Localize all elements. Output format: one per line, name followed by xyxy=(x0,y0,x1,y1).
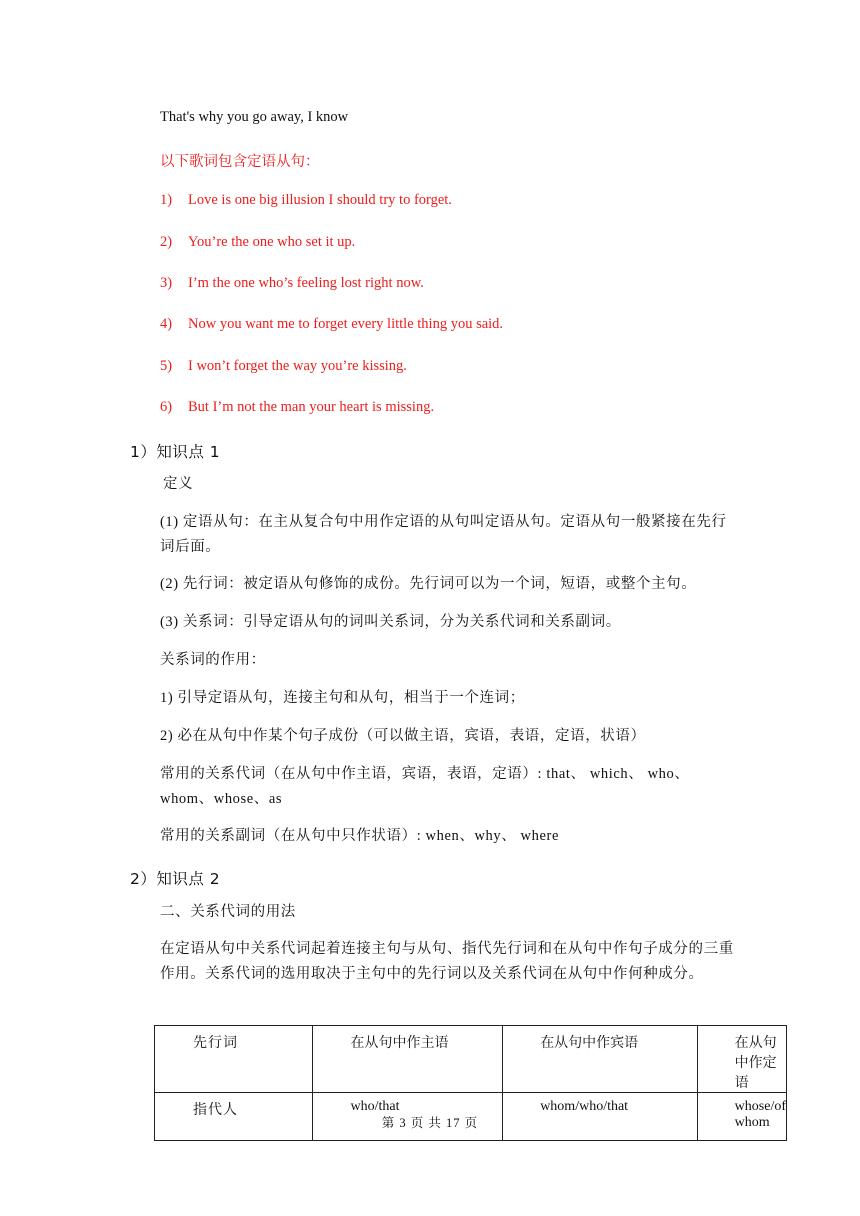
table-cell: whose/of whom xyxy=(697,1093,786,1141)
lyric-text: You’re the one who set it up. xyxy=(188,234,356,250)
lyric-number: 2) xyxy=(160,234,173,250)
lyric-number: 5) xyxy=(160,358,173,374)
relative-adverbs: 常用的关系副词（在从句中只作状语）: when、why、 where xyxy=(160,828,559,844)
lyric-item xyxy=(160,399,434,416)
table-header-cell: 在从句中作定语 xyxy=(697,1026,786,1093)
section1-heading: 1）知识点 1 xyxy=(130,443,221,461)
relative-pronouns: 常用的关系代词（在从句中作主语，宾语，表语，定语）: that、 which、 who、whom、whose、as xyxy=(160,766,690,807)
table-cell: who/that xyxy=(313,1093,503,1141)
lyric-text: I won’t forget the way you’re kissing. xyxy=(188,358,407,374)
lyric-item xyxy=(160,275,424,292)
lyric-item xyxy=(160,234,355,251)
section2-subtitle: 二、关系代词的用法 xyxy=(160,904,296,920)
lyric-text: But I’m not the man your heart is missing. xyxy=(188,399,435,415)
lyric-text: Love is one big illusion I should try to forget. xyxy=(188,192,452,208)
definition-title: 定义 xyxy=(163,476,194,492)
table-cell: 指代人 xyxy=(155,1093,313,1141)
section2-heading: 2）知识点 2 xyxy=(130,870,221,888)
lyric-item xyxy=(160,192,452,209)
lyric-number: 1) xyxy=(160,192,173,208)
table-header-cell: 在从句中作宾语 xyxy=(503,1026,697,1093)
lyric-item xyxy=(160,316,503,333)
lyric-text: Now you want me to forget every little thing you said. xyxy=(188,316,504,332)
definition-item-2: (2) 先行词：被定语从句修饰的成份。先行词可以为一个词，短语，或整个主句。 xyxy=(160,576,697,592)
role-item-2: 2) 必在从句中作某个句子成份（可以做主语，宾语，表语，定语，状语） xyxy=(160,728,646,744)
lyric-number: 4) xyxy=(160,316,173,332)
section2-paragraph: 在定语从句中关系代词起着连接主句与从句、指代先行词和在从句中作句子成分的三重作用。关系代词的选用取决于主句中的先行词以及关系代词在从句中作何种成分。 xyxy=(160,941,734,982)
table-header-row xyxy=(155,1026,787,1093)
lyric-number: 3) xyxy=(160,275,173,291)
role-item-1: 1) 引导定语从句，连接主句和从句，相当于一个连词； xyxy=(160,690,525,706)
lyric-item xyxy=(160,358,407,375)
role-title: 关系词的作用： xyxy=(160,652,266,668)
definition-item-1: (1) 定语从句：在主从复合句中用作定语的从句叫定语从句。定语从句一般紧接在先行词后面。 xyxy=(160,514,727,555)
intro-line: That's why you go away, I know xyxy=(160,109,349,125)
table-cell: whom/who/that xyxy=(503,1093,697,1141)
lyric-number: 6) xyxy=(160,399,173,415)
table-header-cell: 先行词 xyxy=(155,1026,313,1093)
definition-item-3: (3) 关系词：引导定语从句的词叫关系词，分为关系代词和关系副词。 xyxy=(160,614,621,630)
page-footer: 第 3 页 共 17 页 xyxy=(381,1116,479,1130)
lyric-text: I’m the one who’s feeling lost right now. xyxy=(188,275,424,291)
lyrics-heading: 以下歌词包含定语从句： xyxy=(160,154,320,170)
table-header-cell: 在从句中作主语 xyxy=(313,1026,503,1093)
